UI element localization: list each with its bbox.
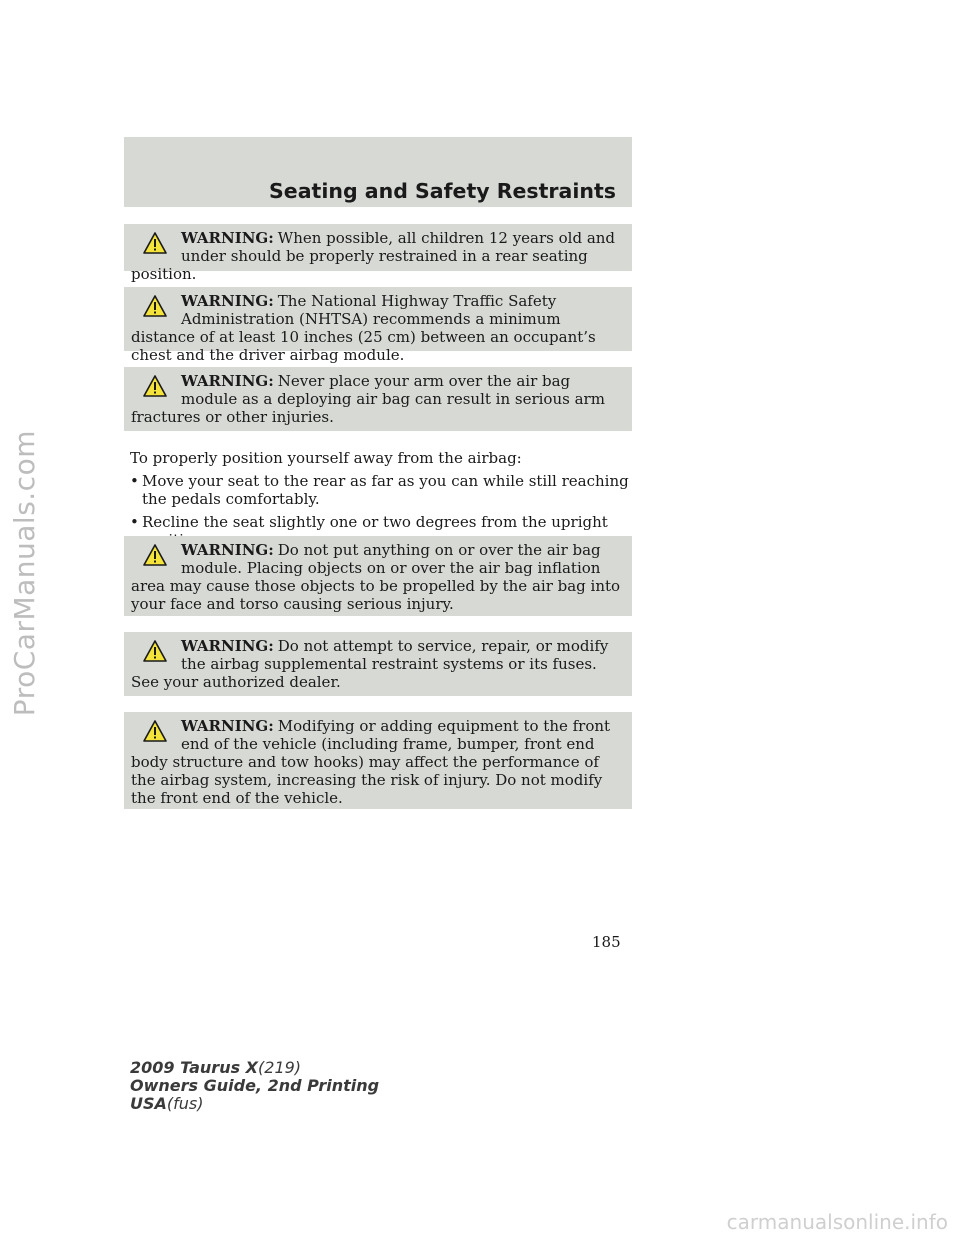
bullet-marker: • [130,513,139,531]
warning-label: WARNING: [181,637,274,655]
warning-label: WARNING: [181,292,274,310]
warning-label: WARNING: [181,541,274,559]
warning-triangle-icon [143,640,167,662]
warning-text: The National Highway Traffic Safety Administration (NHTSA) recommends a minimum distance of at least 10 inches (25 cm) between an occupant’s chest and the driver airbag module. [131,292,596,364]
warning-triangle-icon [143,375,167,397]
page-number: 185 [592,933,621,951]
warning-box-3 [124,367,632,431]
bullet-marker: • [130,472,139,490]
warning-label: WARNING: [181,372,274,390]
list-item-text: Recline the seat slightly one or two degrees from the upright [142,513,608,531]
warning-box-4 [124,536,632,616]
warning-triangle-icon [143,295,167,317]
watermark-bottom: carmanualsonline.info [726,1210,948,1234]
footer-edition: Owners Guide, 2nd Printing [130,1076,380,1095]
warning-text: Do not attempt to service, repair, or modify the airbag supplemental restraint systems or its fuses. See your authorized dealer. [131,637,609,691]
watermark-side: ProCarManuals.com [8,430,41,717]
footer-market-code: (fus) [166,1094,204,1113]
intro-paragraph: To properly position yourself away from the airbag: [130,449,522,467]
warning-text: Never place your arm over the air bag module as a deploying air bag can result in serious arm fractures or other injuries. [131,372,605,426]
footer-model-code: (219) [258,1058,302,1077]
warning-triangle-icon [143,232,167,254]
warning-box-2 [124,287,632,364]
warning-box-6 [124,712,632,809]
warning-label: WARNING: [181,229,274,247]
footer-market: USA [130,1094,167,1113]
warning-box-5 [124,632,632,696]
section-title: Seating and Safety Restraints [269,179,616,203]
warning-triangle-icon [143,720,167,742]
warning-triangle-icon [143,544,167,566]
footer-model: 2009 Taurus X [130,1058,259,1077]
list-item-text: Move your seat to the rear as far as you can while still reaching the pedals comfortably. [142,472,629,508]
print-footer [130,1059,379,1113]
warning-label: WARNING: [181,717,274,735]
list-item [130,472,630,508]
warning-box-1 [124,224,632,283]
warning-text: Modifying or adding equipment to the front end of the vehicle (including frame, bumper, front end body structure and tow hooks) may affect the performance of the airbag system, increasing the risk of injury. Do not modify the front end of the vehicle. [131,717,611,807]
warning-text: Do not put anything on or over the air bag module. Placing objects on or over the air bag inflation area may cause those objects to be propelled by the air bag into your face and torso causing serious injury. [131,541,621,613]
warning-text: When possible, all children 12 years old and under should be properly restrained in a rear seating position. [131,229,616,283]
section-header [124,137,632,207]
